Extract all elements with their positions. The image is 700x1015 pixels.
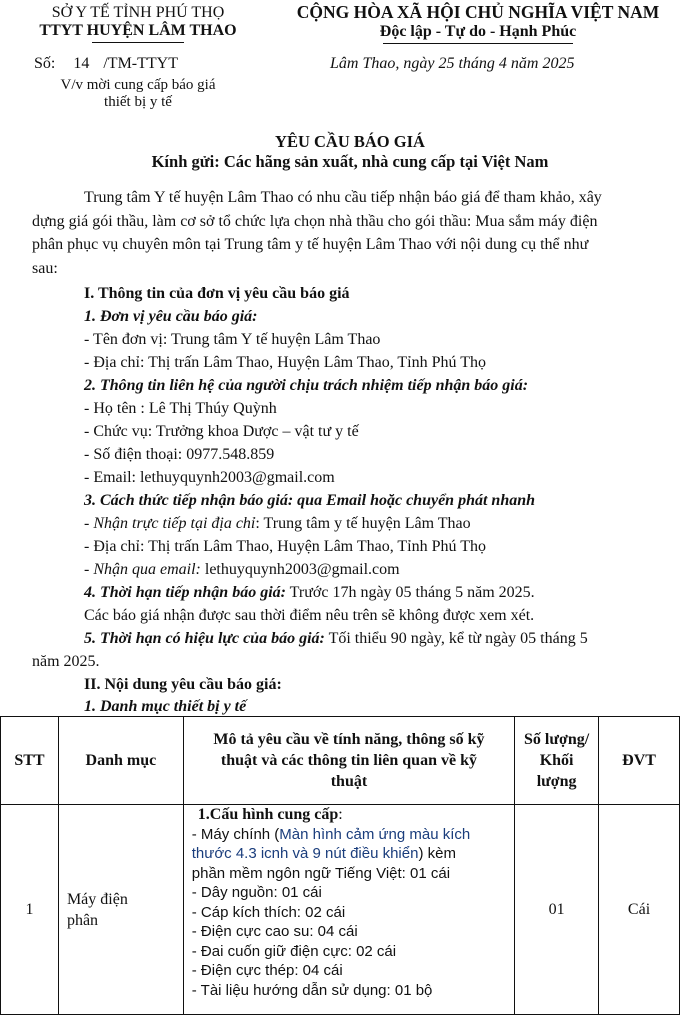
section-2-sub-1: 1. Danh mục thiết bị y tế [84,698,247,715]
accessory-item: - Đai cuốn giữ điện cực: 02 cái [191,942,397,960]
agency-line-1: SỞ Y TẾ TỈNH PHÚ THỌ [51,4,225,21]
header-category: Danh mục [58,717,183,805]
document-date: Lâm Thao, ngày 25 tháng 4 năm 2025 [330,55,575,72]
agency-line-2: TTYT HUYỆN LÂM THAO [39,22,237,39]
header-description: Mô tả yêu cầu về tính năng, thông số kỹ thuật và các thông tin liên quan về kỹ thuật [183,717,514,805]
accessory-item: - Điện cực thép: 04 cái [191,962,343,979]
accessory-item: - Tài liệu hướng dẫn sử dụng: 01 bộ [191,981,433,999]
row-unit: Cái [599,805,680,1015]
intro-line-4: sau: [32,260,58,277]
unit-name: - Tên đơn vị: Trung tâm Y tế huyện Lâm Thao [84,331,381,348]
contact-name: - Họ tên : Lê Thị Thúy Quỳnh [84,400,277,417]
document-number: Số: 14 /TM-TTYT [34,55,178,72]
accessory-item: - Cáp kích thích: 02 cái [191,903,346,921]
row-category: Máy điện phân [58,805,183,1015]
validity: 5. Thời hạn có hiệu lực của báo giá: Tối thiểu 90 ngày, kể từ ngày 05 tháng 5 [84,630,588,647]
validity-continued: năm 2025. [32,653,100,670]
intro-line-2: dựng giá gói thầu, làm cơ sở tổ chức lựa chọn nhà thầu cho gói thầu: Mua sắm máy điện [32,213,598,230]
section-2-heading: II. Nội dung yêu cầu báo giá: [84,676,282,693]
motto-underline [383,43,573,44]
header-stt: STT [1,717,59,805]
header-quantity: Số lượng/ Khối lượng [515,717,599,805]
accessory-item: - Dây nguồn: 01 cái [191,884,322,901]
email-receipt: - Nhận qua email: lethuyquynh2003@gmail.com [84,561,400,578]
equipment-table [0,716,680,1015]
table-header-row [1,717,680,805]
agency-underline [92,42,184,43]
unit-address: - Địa chỉ: Thị trấn Lâm Thao, Huyện Lâm Thao, Tỉnh Phú Thọ [84,354,487,371]
nation-title: CỘNG HÒA XÃ HỘI CHỦ NGHĨA VIỆT NAM [296,2,660,22]
section-1-sub-2: 2. Thông tin liên hệ của người chịu trách nhiệm tiếp nhận báo giá: [84,377,529,394]
header-unit: ĐVT [599,717,680,805]
direct-address: - Địa chỉ: Thị trấn Lâm Thao, Huyện Lâm Thao, Tỉnh Phú Thọ [84,538,487,555]
recipient-line: Kính gửi: Các hãng sản xuất, nhà cung cấp tại Việt Nam [151,152,549,171]
row-quantity: 01 [515,805,599,1015]
table-row [1,805,680,1015]
document-subject: V/v mời cung cấp báo giá thiết bị y tế [60,77,216,110]
accessory-item: - Điện cực cao su: 04 cái [191,923,358,940]
direct-receipt: - Nhận trực tiếp tại địa chỉ: Trung tâm y tế huyện Lâm Thao [84,515,471,532]
page-title: YÊU CẦU BÁO GIÁ [275,132,425,151]
nation-motto: Độc lập - Tự do - Hạnh Phúc [379,23,577,40]
section-1-sub-3: 3. Cách thức tiếp nhận báo giá: qua Email hoặc chuyển phát nhanh [84,492,536,509]
section-1-heading: I. Thông tin của đơn vị yêu cầu báo giá [84,285,350,302]
intro-line-1: Trung tâm Y tế huyện Lâm Thao có nhu cầu tiếp nhận báo giá để tham khảo, xây [84,189,602,206]
deadline-note: Các báo giá nhận được sau thời điểm nêu trên sẽ không được xem xét. [84,607,535,624]
main-unit-line-3: phần mềm ngôn ngữ Tiếng Việt: 01 cái [191,864,451,882]
deadline: 4. Thời hạn tiếp nhận báo giá: Trước 17h ngày 05 tháng 5 năm 2025. [84,584,535,601]
document-number-value: 14 [73,55,90,72]
config-heading: 1.Cấu hình cung cấp: [197,806,343,823]
contact-email: - Email: lethuyquynh2003@gmail.com [84,469,335,486]
contact-position: - Chức vụ: Trưởng khoa Dược – vật tư y tế [84,423,359,440]
main-unit-line-1: - Máy chính (Màn hình cảm ứng màu kích [191,825,471,843]
contact-phone: - Số điện thoại: 0977.548.859 [84,446,275,463]
section-1-sub-1: 1. Đơn vị yêu cầu báo giá: [84,308,258,325]
main-unit-line-2: thước 4.3 icnh và 9 nút điều khiển) kèm [191,845,456,862]
row-stt: 1 [1,805,59,1015]
row-description [183,805,514,1015]
intro-line-3: phân phục vụ chuyên môn tại Trung tâm y tế huyện Lâm Thao với nội dung cụ thể như [32,236,589,253]
